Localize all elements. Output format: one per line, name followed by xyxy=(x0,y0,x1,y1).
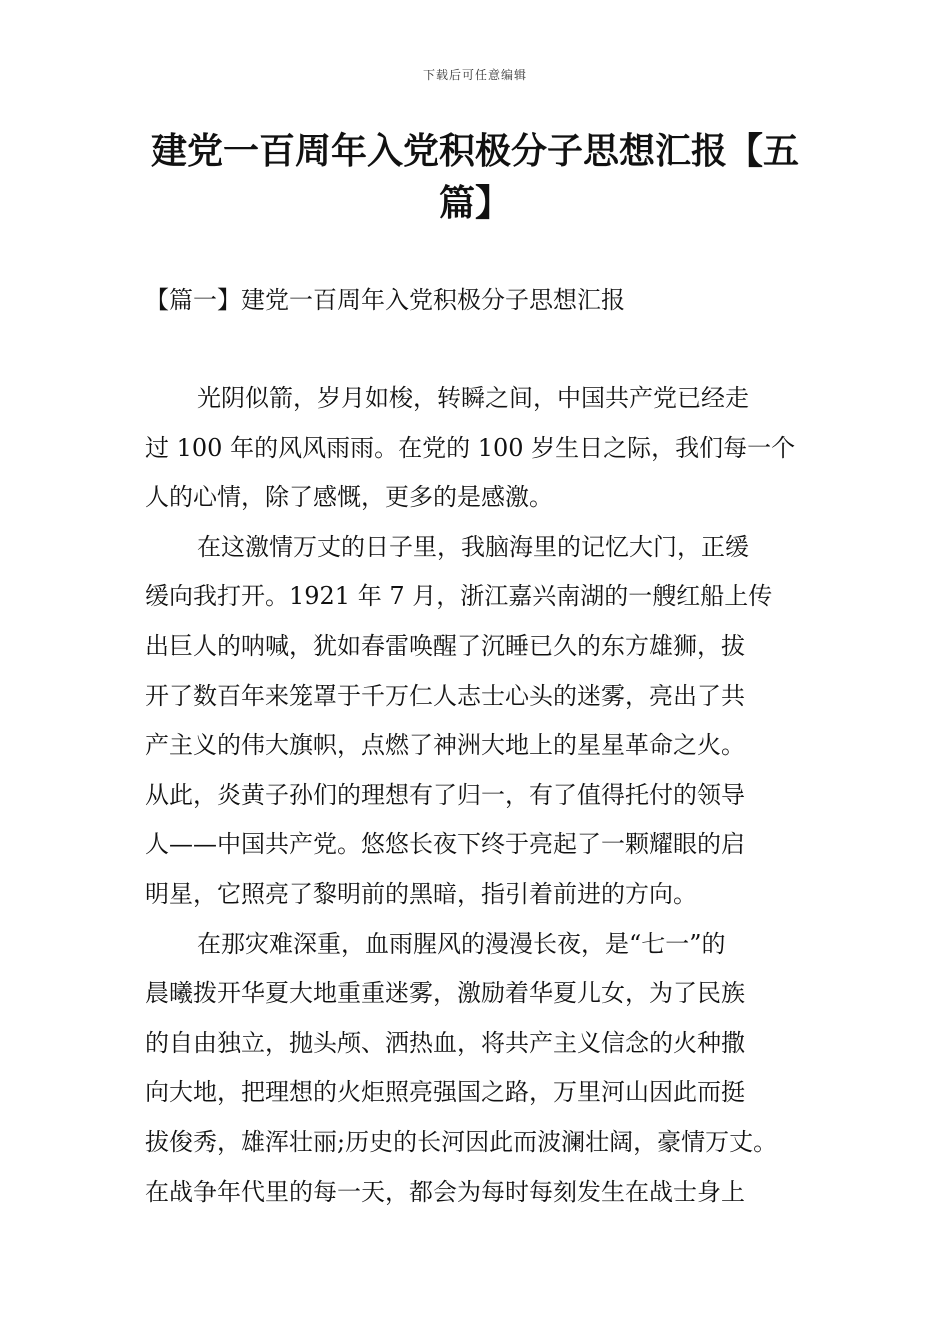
title-line-2: 篇】 xyxy=(438,183,511,224)
body-line: 拔俊秀，雄浑壮丽;历史的长河因此而波澜壮阔，豪情万丈。 xyxy=(145,1127,778,1156)
title-line-1: 建党一百周年入党积极分子思想汇报【五 xyxy=(150,131,799,172)
body-line: 人的心情，除了感慨，更多的是感激。 xyxy=(145,483,553,512)
body-line: 人——中国共产党。悠悠长夜下终于亮起了一颗耀眼的启 xyxy=(145,830,745,859)
body-line: 出巨人的呐喊，犹如春雷唤醒了沉睡已久的东方雄狮，拔 xyxy=(145,631,745,660)
header-note: 下载后可任意编辑 xyxy=(422,68,527,82)
body-line: 晨曦拨开华夏大地重重迷雾，激励着华夏儿女，为了民族 xyxy=(145,979,745,1008)
body-line: 开了数百年来笼罩于千万仁人志士心头的迷雾，亮出了共 xyxy=(145,681,745,710)
body-text xyxy=(145,378,825,1221)
body-line: 的自由独立，抛头颅、洒热血，将共产主义信念的火种撒 xyxy=(145,1028,745,1057)
body-line: 明星，它照亮了黎明前的黑暗，指引着前进的方向。 xyxy=(145,879,697,908)
section-heading: 【篇一】建党一百周年入党积极分子思想汇报 xyxy=(145,286,625,314)
body-line: 产主义的伟大旗帜，点燃了神洲大地上的星星革命之火。 xyxy=(145,731,745,760)
body-line: 缓向我打开。1921 年 7 月，浙江嘉兴南湖的一艘红船上传 xyxy=(145,582,773,611)
body-line: 光阴似箭，岁月如梭，转瞬之间，中国共产党已经走 xyxy=(197,384,749,412)
body-line: 在战争年代里的每一天，都会为每时每刻发生在战士身上 xyxy=(145,1177,745,1206)
document-title xyxy=(145,126,805,230)
body-line: 在这激情万丈的日子里，我脑海里的记忆大门，正缓 xyxy=(197,532,749,561)
body-line: 在那灾难深重，血雨腥风的漫漫长夜，是“七一”的 xyxy=(197,929,726,958)
body-line: 过 100 年的风风雨雨。在党的 100 岁生日之际，我们每一个 xyxy=(145,433,796,462)
body-line: 向大地，把理想的火炬照亮强国之路，万里河山因此而挺 xyxy=(145,1078,745,1107)
body-line: 从此，炎黄子孙们的理想有了归一，有了值得托付的领导 xyxy=(145,780,745,809)
